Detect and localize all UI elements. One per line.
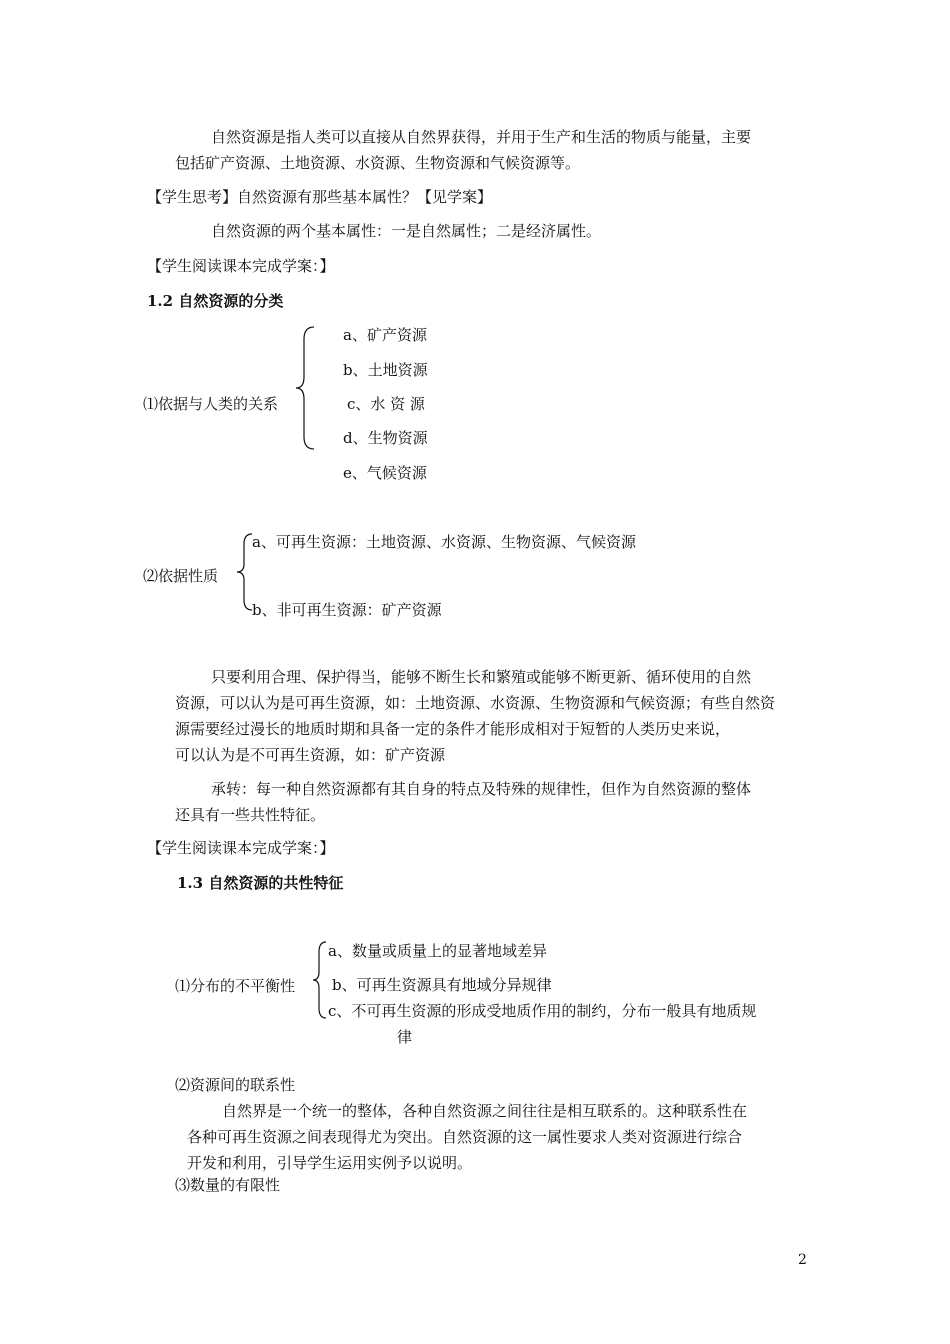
feature2-line-3: 开发和利用，引导学生运用实例予以说明。 xyxy=(187,1154,473,1172)
feature2-label: ⑵资源间的联系性 xyxy=(175,1076,296,1094)
feature1-item-c-continued: 律 xyxy=(397,1028,413,1046)
renew-line-1: 只要利用合理、保护得当，能够不断生长和繁殖或能够不断更新、循环使用的自然 xyxy=(211,668,752,686)
feature1-item-b: b、可再生资源具有地域分异规律 xyxy=(332,976,552,994)
intro-line-1: 自然资源是指人类可以直接从自然界获得，并用于生产和生活的物质与能量，主要 xyxy=(211,128,752,146)
feature2-line-1: 自然界是一个统一的整体，各种自然资源之间往往是相互联系的。这种联系性在 xyxy=(222,1102,748,1120)
class1-item-a: a、矿产资源 xyxy=(343,326,427,344)
attributes-line: 自然资源的两个基本属性：一是自然属性；二是经济属性。 xyxy=(211,222,602,240)
section-title: 自然资源的分类 xyxy=(178,292,284,310)
section-title: 自然资源的共性特征 xyxy=(208,874,344,892)
class1-label: ⑴依据与人类的关系 xyxy=(143,395,279,413)
class1-item-b: b、土地资源 xyxy=(343,361,428,379)
student-think: 【学生思考】自然资源有那些基本属性？【见学案】 xyxy=(147,188,493,206)
class1-item-d: d、生物资源 xyxy=(343,429,428,447)
feature2-line-2: 各种可再生资源之间表现得尤为突出。自然资源的这一属性要求人类对资源进行综合 xyxy=(187,1128,743,1146)
class2-label: ⑵依据性质 xyxy=(143,567,219,585)
renew-line-2: 资源，可以认为是可再生资源，如：土地资源、水资源、生物资源和气候资源；有些自然资 xyxy=(175,694,776,712)
read-textbook-1: 【学生阅读课本完成学案：】 xyxy=(147,257,335,275)
renew-line-3: 源需要经过漫长的地质时期和具备一定的条件才能形成相对于短暂的人类历史来说， xyxy=(175,720,731,738)
section-number: 1.3 xyxy=(177,874,204,892)
feature1-item-c: c、不可再生资源的形成受地质作用的制约，分布一般具有地质规 xyxy=(328,1002,757,1020)
read-textbook-2: 【学生阅读课本完成学案：】 xyxy=(147,839,335,857)
class2-item-a: a、可再生资源：土地资源、水资源、生物资源、气候资源 xyxy=(252,533,636,551)
transition-line-1: 承转：每一种自然资源都有其自身的特点及特殊的规律性，但作为自然资源的整体 xyxy=(211,780,752,798)
curly-brace-icon xyxy=(311,940,329,1020)
page-number: 2 xyxy=(798,1252,807,1268)
feature1-label: ⑴分布的不平衡性 xyxy=(175,977,296,995)
curly-brace-icon xyxy=(294,325,318,451)
intro-line-2: 包括矿产资源、土地资源、水资源、生物资源和气候资源等。 xyxy=(175,154,581,172)
class1-item-c: c、水 资 源 xyxy=(347,395,425,413)
section-1-2-heading xyxy=(147,291,283,311)
feature1-item-a: a、数量或质量上的显著地域差异 xyxy=(328,942,547,960)
renew-line-4: 可以认为是不可再生资源，如：矿产资源 xyxy=(175,746,446,764)
feature3-label: ⑶数量的有限性 xyxy=(175,1176,281,1194)
transition-line-2: 还具有一些共性特征。 xyxy=(175,806,326,824)
class2-item-b: b、非可再生资源：矿产资源 xyxy=(252,601,442,619)
section-1-3-heading xyxy=(177,873,343,893)
section-number: 1.2 xyxy=(147,292,174,310)
class1-item-e: e、气候资源 xyxy=(343,464,427,482)
